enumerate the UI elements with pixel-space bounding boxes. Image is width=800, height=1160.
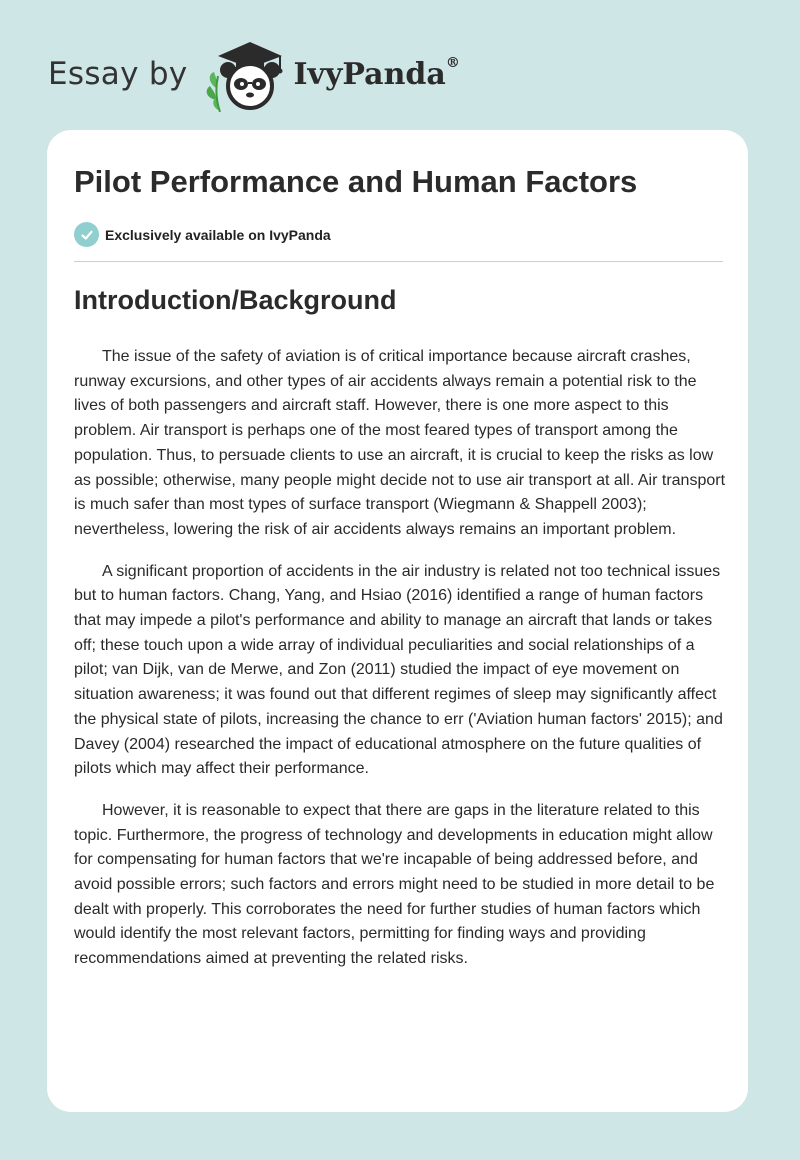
- essay-card: [47, 130, 748, 1112]
- paragraph: The issue of the safety of aviation is of critical importance because aircraft crashes, runway excursions, and other types of air accidents always remain a potential risk to the lives of both passengers and aircraft staff. However, there is one more aspect to this problem. Air transport is perhaps one of the most feared types of transport among the population. Thus, to persuade clients to use an aircraft, it is crucial to keep the risks as low as possible; otherwise, many people might decide not to use air transport at all. Air transport is much safer than most types of surface transport (Wiegmann & Shappell 2003); nevertheless, lowering the risk of air accidents always remains an important problem.: [74, 348, 726, 538]
- page-title: Pilot Performance and Human Factors: [74, 164, 638, 199]
- paragraph: However, it is reasonable to expect that there are gaps in the literature related to this topic. Furthermore, the progress of technology and developments in education might allow for compensating for human factors that we're incapable of being addressed before, and avoid possible errors; such factors and errors might need to be studied in more detail to be dealt with properly. This corroborates the need for further studies of human factors which would identify the most relevant factors, permitting for finding ways and providing recommendations aimed at preventing the related risks.: [74, 801, 715, 968]
- section-heading: Introduction/Background: [74, 285, 397, 315]
- paragraph: A significant proportion of accidents in the air industry is related not too technical issues but to human factors. Chang, Yang, and Hsiao (2016) identified a range of human factors that may impede a pilot's performance and ability to manage an aircraft that lands or takes off; these touch upon a wide array of individual peculiarities and social relationships of a pilot; van Dijk, van de Merwe, and Zon (2011) studied the impact of eye movement on situation awareness; it was found out that different regimes of sleep may significantly affect the physical state of pilots, increasing the chance to err ('Aviation human factors' 2015); and Davey (2004) researched the impact of educational atmosphere on the future qualities of pilots which may affect their performance.: [74, 562, 723, 778]
- essay-by-label: Essay by: [48, 56, 188, 92]
- panda-graduate-icon: [202, 36, 290, 112]
- essay-body: [74, 345, 726, 989]
- registered-mark: ®: [445, 54, 460, 71]
- brand-name-text: IvyPanda: [293, 56, 446, 92]
- brand-name: [293, 54, 460, 92]
- exclusive-label: Exclusively available on IvyPanda: [105, 226, 331, 243]
- exclusive-badge: [74, 222, 331, 247]
- divider: [74, 261, 723, 262]
- check-icon: [74, 222, 99, 247]
- site-header-logo[interactable]: [48, 34, 460, 114]
